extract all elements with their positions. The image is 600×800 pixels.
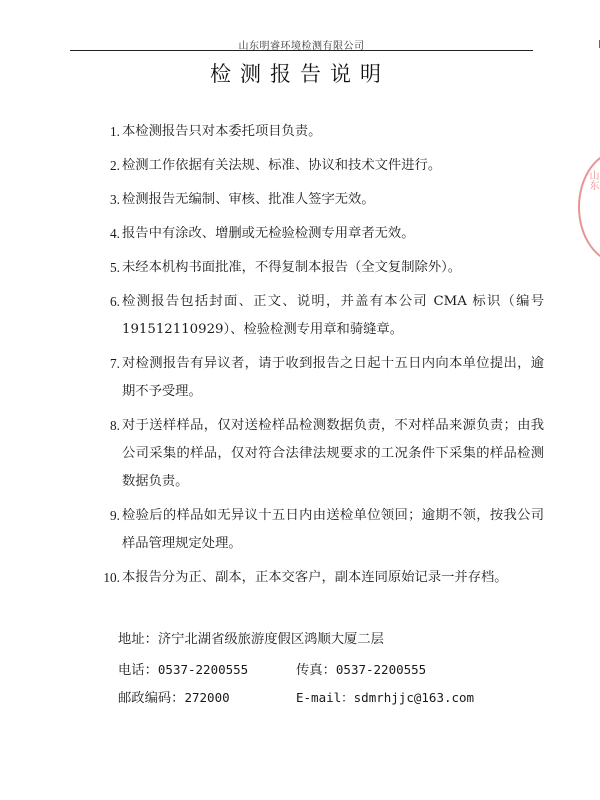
red-seal-stamp	[578, 150, 600, 264]
postcode-value: 272000	[184, 690, 230, 705]
statement-text: 未经本机构书面批准，不得复制本报告（全文复制除外）。	[122, 260, 462, 275]
fax-field	[296, 660, 426, 681]
statement-text: 报告中有涂改、增删或无检验检测专用章者无效。	[122, 226, 415, 241]
address-label: 地址：	[118, 632, 158, 647]
statement-number: 5.	[110, 260, 120, 275]
fax-value: 0537-2200555	[335, 662, 427, 677]
phone-label: 电话：	[118, 663, 158, 678]
page-mark	[593, 40, 600, 48]
postcode-email-line	[118, 688, 538, 709]
statement-number: 4.	[110, 226, 120, 241]
statement-item	[94, 254, 544, 282]
statement-text: 检验后的样品如无异议十五日内由送检单位领回；逾期不领，按我公司样品管理规定处理。	[122, 508, 544, 551]
email-label: E-mail：	[296, 690, 354, 705]
statement-item	[94, 502, 544, 558]
statement-number: 10.	[103, 570, 120, 585]
statement-text: 对于送样样品，仅对送检样品检测数据负责，不对样品来源负责；由我公司采集的样品，仅对符合法律法规要求的工况条件下采集的样品检测数据负责。	[122, 418, 544, 489]
statement-number: 1.	[110, 124, 120, 139]
postcode-label: 邮政编码：	[118, 691, 185, 706]
address-line	[118, 630, 538, 650]
statement-text: 检测报告无编制、审核、批准人签字无效。	[122, 192, 375, 207]
statement-text: 对检测报告有异议者，请于收到报告之日起十五日内向本单位提出，逾期不予受理。	[122, 356, 544, 399]
statement-text: 本检测报告只对本委托项目负责。	[122, 124, 322, 139]
statement-item	[94, 350, 544, 406]
page-title: 检测报告说明	[210, 62, 390, 86]
statement-item	[94, 412, 544, 496]
statement-item	[94, 186, 544, 214]
fax-label: 传真：	[296, 663, 336, 678]
statement-list	[94, 118, 544, 598]
statement-number: 9.	[110, 508, 120, 523]
statement-item	[94, 152, 544, 180]
statement-item	[94, 118, 544, 146]
address-value: 济宁北湖省级旅游度假区鸿顺大厦二层	[157, 632, 384, 647]
statement-number: 8.	[110, 418, 120, 433]
statement-item	[94, 564, 544, 592]
statement-number: 7.	[110, 356, 120, 371]
header-divider	[70, 50, 533, 51]
phone-fax-line	[118, 660, 538, 681]
statement-item	[94, 220, 544, 248]
email-value: sdmrhjjc@163.com	[353, 690, 475, 705]
statement-text: 检测报告包括封面、正文、说明，并盖有本公司 CMA 标识（编号 191512110929）、检验检测专用章和骑缝章。	[122, 294, 544, 337]
statement-number: 6.	[110, 294, 120, 309]
company-header: 山东明睿环境检测有限公司	[238, 41, 365, 52]
email-field	[296, 688, 474, 709]
statement-number: 3.	[110, 192, 120, 207]
statement-text: 检测工作依据有关法规、标准、协议和技术文件进行。	[122, 158, 442, 173]
phone-value: 0537-2200555	[157, 662, 249, 677]
statement-number: 2.	[110, 158, 120, 173]
statement-text: 本报告分为正、副本，正本交客户，副本连同原始记录一并存档。	[122, 570, 508, 585]
statement-item	[94, 288, 544, 344]
seal-text: 山东	[587, 170, 598, 190]
